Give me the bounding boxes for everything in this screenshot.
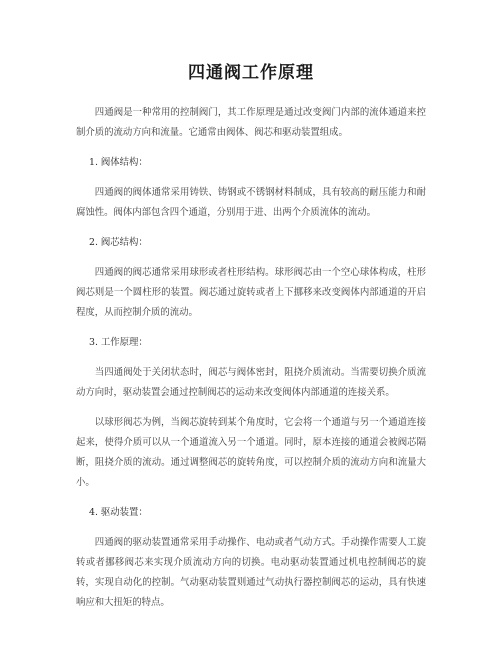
section-paragraph: 四通阀的阀体通常采用铸铁、铸钢或不锈钢材料制成，具有较高的耐压能力和耐腐蚀性。阀体内部包含四个通道，分别用于进、出两个介质流体的流动。 <box>76 187 426 218</box>
section-working-principle <box>76 333 426 493</box>
section-paragraph: 四通阀的阀芯通常采用球形或者柱形结构。球形阀芯由一个空心球体构成，柱形阀芯则是一个圆柱形的装置。阀芯通过旋转或者上下挪移来改变阀体内部通道的开启程度，从而控制介质的流动。 <box>76 267 426 318</box>
section-heading: 1. 阀体结构： <box>89 157 148 168</box>
section-heading: 4. 驱动装置： <box>89 507 148 518</box>
intro-paragraph: 四通阀是一种常用的控制阀门，其工作原理是通过改变阀门内部的流体通道来控制介质的流动方向和流量。它通常由阀体、阀芯和驱动装置组成。 <box>76 107 426 138</box>
section-paragraph: 四通阀的驱动装置通常采用手动操作、电动或者气动方式。手动操作需要人工旋转或者挪移阀芯来实现介质流动方向的切换。电动驱动装置通过机电控制阀芯的旋转，实现自动化的控制。气动驱动装置则通过气动执行器控制阀芯的运动，具有快速响应和大扭矩的特点。 <box>76 537 426 608</box>
section-paragraph: 当四通阀处于关闭状态时，阀芯与阀体密封，阻挠介质流动。当需要切换介质流动方向时，驱动装置会通过控制阀芯的运动来改变阀体内部通道的连接关系。 <box>76 367 426 398</box>
section-paragraph: 以球形阀芯为例，当阀芯旋转到某个角度时，它会将一个通道与另一个通道连接起来，使得介质可以从一个通道流入另一个通道。同时，原本连接的通道会被阀芯隔断，阻挠介质的流动。通过调整阀芯的旋转角度，可以控制介质的流动方向和流量大小。 <box>76 417 426 488</box>
section-body-structure <box>76 153 426 223</box>
section-drive-unit <box>76 503 426 613</box>
section-heading: 3. 工作原理： <box>89 337 148 348</box>
page-title: 四通阀工作原理 <box>188 63 314 83</box>
section-core-structure <box>76 233 426 323</box>
section-heading: 2. 阀芯结构： <box>89 237 148 248</box>
